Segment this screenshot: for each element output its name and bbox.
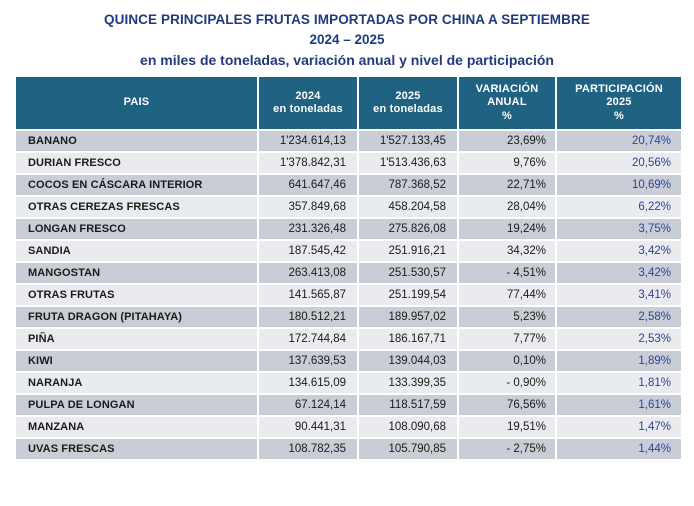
table-row [16, 262, 681, 284]
fruit-name: MANGOSTAN [16, 262, 258, 284]
table-row [16, 350, 681, 372]
tons-2025: 251.199,54 [358, 284, 458, 306]
fruit-name: LONGAN FRESCO [16, 218, 258, 240]
fruit-name: OTRAS CEREZAS FRESCAS [16, 196, 258, 218]
annual-variation: - 4,51% [458, 262, 556, 284]
annual-variation: 5,23% [458, 306, 556, 328]
participation-2025: 3,42% [556, 240, 681, 262]
tons-2025: 251.916,21 [358, 240, 458, 262]
fruit-name: FRUTA DRAGON (PITAHAYA) [16, 306, 258, 328]
tons-2025: 787.368,52 [358, 174, 458, 196]
tons-2024: 137.639,53 [258, 350, 358, 372]
table-body [16, 130, 681, 460]
annual-variation: - 0,90% [458, 372, 556, 394]
tons-2024: 172.744,84 [258, 328, 358, 350]
table-row [16, 284, 681, 306]
table-row [16, 416, 681, 438]
tons-2025: 108.090,68 [358, 416, 458, 438]
tons-2025: 118.517,59 [358, 394, 458, 416]
participation-2025: 6,22% [556, 196, 681, 218]
fruit-name: COCOS EN CÁSCARA INTERIOR [16, 174, 258, 196]
fruit-name: PULPA DE LONGAN [16, 394, 258, 416]
tons-2025: 458.204,58 [358, 196, 458, 218]
annual-variation: 77,44% [458, 284, 556, 306]
participation-2025: 2,53% [556, 328, 681, 350]
table-header [16, 77, 681, 130]
table-row [16, 218, 681, 240]
tons-2024: 1'378.842,31 [258, 152, 358, 174]
fruit-name: NARANJA [16, 372, 258, 394]
tons-2024: 231.326,48 [258, 218, 358, 240]
title-line-1: QUINCE PRINCIPALES FRUTAS IMPORTADAS POR CHINA A SEPTIEMBRE [104, 12, 590, 27]
participation-2025: 20,74% [556, 130, 681, 152]
table-row [16, 438, 681, 460]
table-row [16, 152, 681, 174]
annual-variation: 7,77% [458, 328, 556, 350]
table-row [16, 394, 681, 416]
participation-2025: 3,42% [556, 262, 681, 284]
tons-2024: 141.565,87 [258, 284, 358, 306]
col-header-2024: 2024 en toneladas [258, 77, 358, 130]
annual-variation: 34,32% [458, 240, 556, 262]
fruit-name: KIWI [16, 350, 258, 372]
tons-2025: 275.826,08 [358, 218, 458, 240]
participation-2025: 20,56% [556, 152, 681, 174]
fruit-name: OTRAS FRUTAS [16, 284, 258, 306]
fruit-name: MANZANA [16, 416, 258, 438]
annual-variation: - 2,75% [458, 438, 556, 460]
tons-2025: 189.957,02 [358, 306, 458, 328]
tons-2024: 134.615,09 [258, 372, 358, 394]
tons-2024: 67.124,14 [258, 394, 358, 416]
fruit-name: PIÑA [16, 328, 258, 350]
participation-2025: 1,61% [556, 394, 681, 416]
participation-2025: 1,47% [556, 416, 681, 438]
annual-variation: 76,56% [458, 394, 556, 416]
title-line-2: 2024 – 2025 [309, 32, 385, 47]
table-row [16, 240, 681, 262]
fruit-name: DURIAN FRESCO [16, 152, 258, 174]
annual-variation: 19,51% [458, 416, 556, 438]
tons-2024: 641.647,46 [258, 174, 358, 196]
tons-2024: 108.782,35 [258, 438, 358, 460]
table-row [16, 196, 681, 218]
participation-2025: 3,41% [556, 284, 681, 306]
tons-2025: 133.399,35 [358, 372, 458, 394]
table-row [16, 328, 681, 350]
participation-2025: 1,44% [556, 438, 681, 460]
annual-variation: 22,71% [458, 174, 556, 196]
annual-variation: 28,04% [458, 196, 556, 218]
participation-2025: 10,69% [556, 174, 681, 196]
col-header-pais: PAIS [16, 77, 258, 130]
col-header-participacion: PARTICIPACIÓN 2025 % [556, 77, 681, 130]
tons-2025: 139.044,03 [358, 350, 458, 372]
tons-2024: 1'234.614,13 [258, 130, 358, 152]
participation-2025: 1,89% [556, 350, 681, 372]
participation-2025: 1,81% [556, 372, 681, 394]
table-row [16, 372, 681, 394]
table-row [16, 306, 681, 328]
col-header-variacion: VARIACIÓN ANUAL % [458, 77, 556, 130]
tons-2025: 1'513.436,63 [358, 152, 458, 174]
tons-2024: 187.545,42 [258, 240, 358, 262]
chart-title [0, 0, 694, 70]
fruit-import-table [16, 77, 681, 461]
table-row [16, 130, 681, 152]
annual-variation: 19,24% [458, 218, 556, 240]
tons-2025: 1'527.133,45 [358, 130, 458, 152]
tons-2025: 186.167,71 [358, 328, 458, 350]
tons-2024: 357.849,68 [258, 196, 358, 218]
participation-2025: 3,75% [556, 218, 681, 240]
fruit-name: SANDIA [16, 240, 258, 262]
tons-2024: 90.441,31 [258, 416, 358, 438]
title-subtitle: en miles de toneladas, variación anual y nivel de participación [140, 52, 554, 68]
table-row [16, 174, 681, 196]
col-header-2025: 2025 en toneladas [358, 77, 458, 130]
tons-2025: 105.790,85 [358, 438, 458, 460]
annual-variation: 23,69% [458, 130, 556, 152]
tons-2025: 251.530,57 [358, 262, 458, 284]
participation-2025: 2,58% [556, 306, 681, 328]
tons-2024: 180.512,21 [258, 306, 358, 328]
annual-variation: 9,76% [458, 152, 556, 174]
tons-2024: 263.413,08 [258, 262, 358, 284]
fruit-name: BANANO [16, 130, 258, 152]
fruit-name: UVAS FRESCAS [16, 438, 258, 460]
annual-variation: 0,10% [458, 350, 556, 372]
